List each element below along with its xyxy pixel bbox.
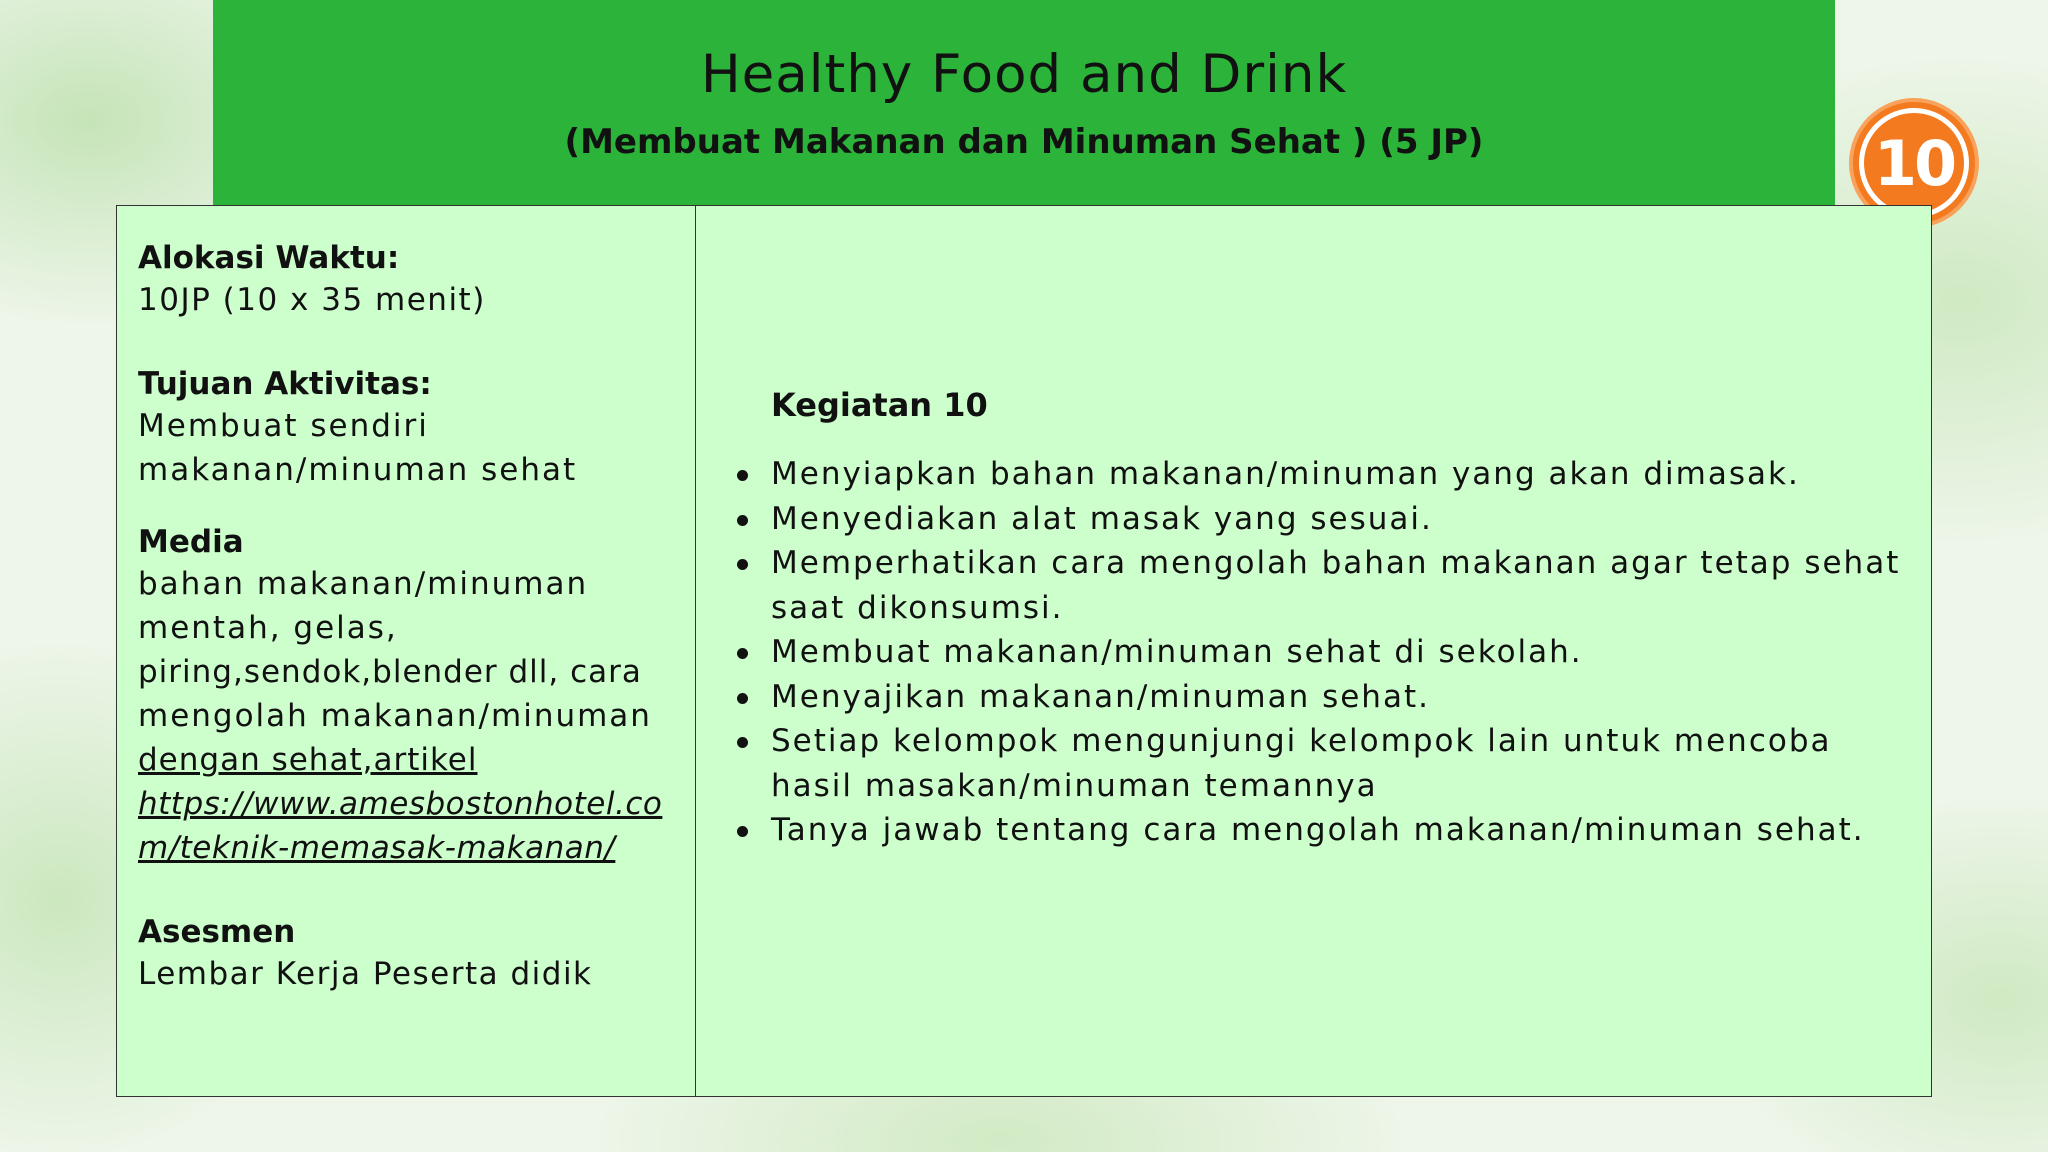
article-link[interactable]: https://www.amesbostonhotel.co: [138, 786, 663, 822]
bullet-icon: [737, 559, 748, 570]
activity-column: [733, 386, 1913, 853]
media-line: dengan sehat,artikel: [138, 742, 478, 778]
kegiatan-title: Kegiatan 10: [771, 386, 988, 424]
list-item: [733, 808, 1913, 853]
bullet-icon: [737, 470, 748, 481]
bullet-icon: [737, 515, 748, 526]
activity-text: Setiap kelompok mengunjungi kelompok lain untuk mencoba hasil masakan/minuman temannya: [771, 723, 1832, 804]
activity-text: Memperhatikan cara mengolah bahan makanan agar tetap sehat saat dikonsumsi.: [771, 545, 1901, 626]
bullet-icon: [737, 826, 748, 837]
activity-text: Menyediakan alat masak yang sesuai.: [771, 500, 1433, 537]
bullet-icon: [737, 737, 748, 748]
bullet-icon: [737, 693, 748, 704]
media-line: bahan makanan/minuman: [138, 566, 589, 602]
list-item: [733, 719, 1913, 808]
media-label: Media: [138, 524, 244, 560]
list-item: [733, 541, 1913, 630]
page-subtitle: (Membuat Makanan dan Minuman Sehat ) (5 JP): [564, 122, 1484, 162]
asesmen-label: Asesmen: [138, 914, 296, 950]
info-column: [138, 238, 678, 996]
activity-text: Menyiapkan bahan makanan/minuman yang akan dimasak.: [771, 456, 1800, 492]
page-title: Healthy Food and Drink: [700, 44, 1348, 105]
asesmen-value: Lembar Kerja Peserta didik: [138, 956, 593, 992]
list-item: [733, 497, 1913, 542]
column-divider: [695, 206, 696, 1096]
alokasi-value: 10JP (10 x 35 menit): [138, 282, 486, 318]
activity-text: Tanya jawab tentang cara mengolah makanan/minuman sehat.: [771, 812, 1865, 848]
list-item: [733, 452, 1913, 497]
content-table: [116, 205, 1932, 1097]
badge-number: 10: [1859, 108, 1969, 218]
media-line: mengolah makanan/minuman: [138, 698, 652, 734]
activity-text: Menyajikan makanan/minuman sehat.: [771, 678, 1430, 715]
header-band: [213, 0, 1835, 205]
media-line: mentah, gelas,: [138, 610, 398, 646]
list-item: [733, 630, 1913, 675]
media-line: piring,sendok,blender dll, cara: [138, 654, 642, 690]
tujuan-line: Membuat sendiri: [138, 408, 429, 444]
article-link[interactable]: m/teknik-memasak-makanan/: [138, 830, 616, 866]
activity-list: [733, 452, 1913, 853]
alokasi-label: Alokasi Waktu:: [138, 240, 400, 276]
activity-text: Membuat makanan/minuman sehat di sekolah.: [771, 634, 1583, 670]
tujuan-line: makanan/minuman sehat: [138, 452, 578, 488]
list-item: [733, 675, 1913, 720]
tujuan-label: Tujuan Aktivitas:: [138, 366, 432, 402]
bullet-icon: [737, 648, 748, 659]
